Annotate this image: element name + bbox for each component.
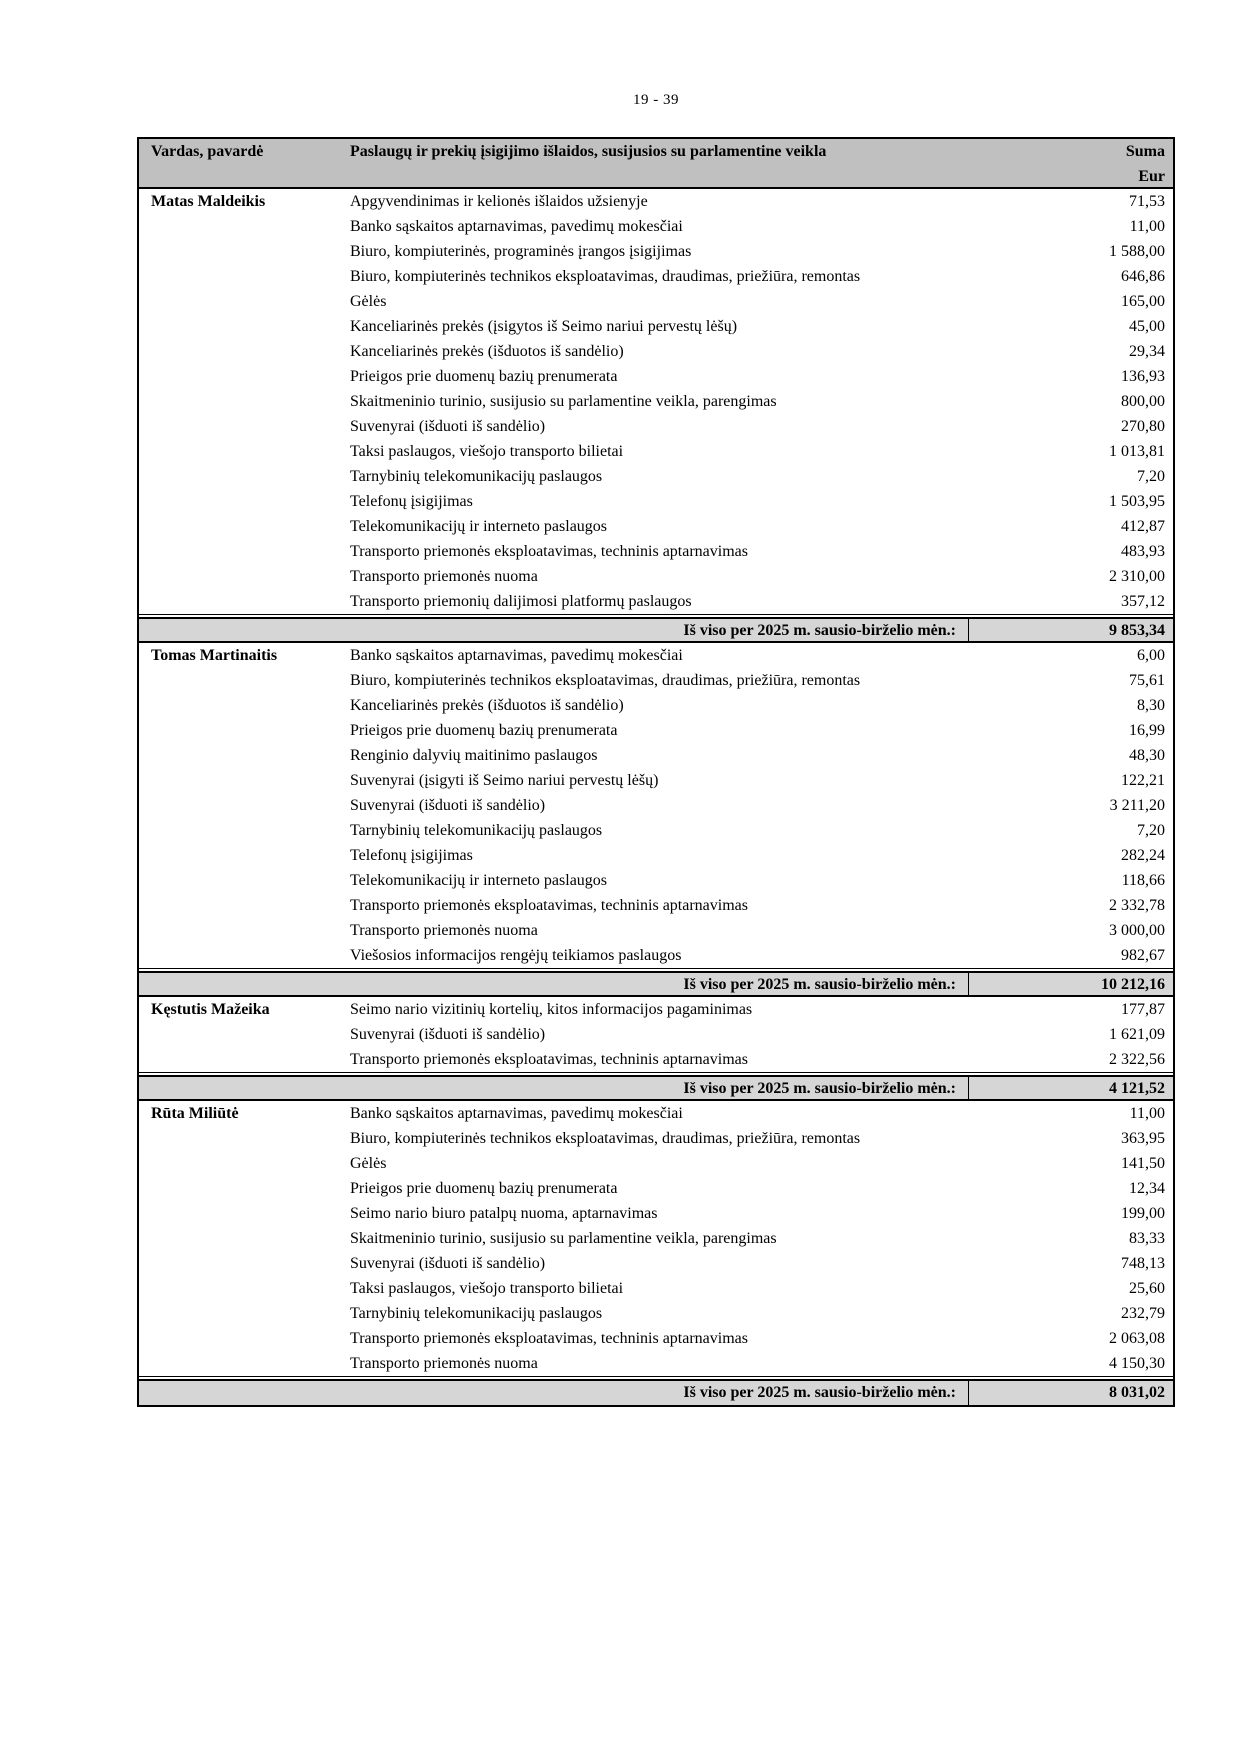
expense-description: Suvenyrai (išduoti iš sandėlio): [350, 797, 546, 814]
expense-amount: 282,24: [1121, 847, 1165, 864]
expense-amount: 2 063,08: [1109, 1330, 1165, 1347]
expense-description: Telefonų įsigijimas: [350, 847, 473, 864]
table-row: [350, 564, 1173, 589]
member-name: Tomas Martinaitis: [151, 647, 278, 664]
subtotal-row: [139, 1379, 1173, 1405]
subtotal-label: Iš viso per 2025 m. sausio-birželio mėn.:: [683, 976, 956, 993]
expense-rows: [350, 1101, 1173, 1376]
expense-amount: 3 000,00: [1109, 922, 1165, 939]
expense-amount: 412,87: [1121, 518, 1165, 535]
expense-amount: 141,50: [1121, 1155, 1165, 1172]
expense-description: Tarnybinių telekomunikacijų paslaugos: [350, 1305, 603, 1322]
expense-description: Prieigos prie duomenų bazių prenumerata: [350, 1180, 618, 1197]
expense-amount: 122,21: [1121, 772, 1165, 789]
table-row: [350, 589, 1173, 614]
table-row: [350, 514, 1173, 539]
table-row: [350, 1151, 1173, 1176]
table-row: [350, 1101, 1173, 1126]
expense-amount: 483,93: [1121, 543, 1165, 560]
table-row: [350, 868, 1173, 893]
subtotal-label: Iš viso per 2025 m. sausio-birželio mėn.:: [683, 1080, 956, 1097]
header-sum-column: [968, 139, 1173, 187]
member-group-body: [139, 1101, 1173, 1376]
expense-description: Transporto priemonės eksploatavimas, techninis aptarnavimas: [350, 897, 748, 914]
subtotal-amount: 8 031,02: [968, 1381, 1173, 1405]
table-row: [350, 464, 1173, 489]
expense-description: Taksi paslaugos, viešojo transporto bilietai: [350, 443, 624, 460]
table-row: [350, 489, 1173, 514]
table-header-row: [139, 139, 1173, 189]
expense-description: Suvenyrai (išduoti iš sandėlio): [350, 1255, 546, 1272]
expense-amount: 2 310,00: [1109, 568, 1165, 585]
expense-amount: 1 621,09: [1109, 1026, 1165, 1043]
expense-amount: 29,34: [1129, 343, 1165, 360]
expense-description: Banko sąskaitos aptarnavimas, pavedimų mokesčiai: [350, 218, 683, 235]
table-row: [350, 289, 1173, 314]
expense-amount: 748,13: [1121, 1255, 1165, 1272]
member-name: Matas Maldeikis: [151, 193, 266, 210]
expense-amount: 11,00: [1129, 218, 1165, 235]
expense-amount: 199,00: [1121, 1205, 1165, 1222]
table-row: [350, 1126, 1173, 1151]
expense-description: Suvenyrai (išduoti iš sandėlio): [350, 418, 546, 435]
expense-description: Transporto priemonės nuoma: [350, 568, 538, 585]
expense-amount: 357,12: [1121, 593, 1165, 610]
expense-description: Biuro, kompiuterinės, programinės įrangos įsigijimas: [350, 243, 692, 260]
header-sum-line2: Eur: [1138, 168, 1165, 185]
expense-amount: 83,33: [1129, 1230, 1165, 1247]
expense-description: Transporto priemonės nuoma: [350, 922, 538, 939]
expense-description: Kanceliarinės prekės (išduotos iš sandėlio): [350, 697, 624, 714]
expense-amount: 2 322,56: [1109, 1051, 1165, 1068]
expense-description: Biuro, kompiuterinės technikos eksploatavimas, draudimas, priežiūra, remontas: [350, 672, 861, 689]
table-row: [350, 1301, 1173, 1326]
expense-amount: 75,61: [1129, 672, 1165, 689]
expense-amount: 7,20: [1137, 822, 1165, 839]
page-number: 19 - 39: [633, 92, 679, 108]
subtotal-label: Iš viso per 2025 m. sausio-birželio mėn.:: [683, 1384, 956, 1401]
table-row: [350, 893, 1173, 918]
table-row: [350, 943, 1173, 968]
table-row: [350, 389, 1173, 414]
subtotal-label: Iš viso per 2025 m. sausio-birželio mėn.:: [683, 622, 956, 639]
table-row: [350, 1022, 1173, 1047]
table-row: [350, 214, 1173, 239]
expense-amount: 982,67: [1121, 947, 1165, 964]
expense-amount: 1 013,81: [1109, 443, 1165, 460]
expense-description: Telefonų įsigijimas: [350, 493, 473, 510]
expense-amount: 4 150,30: [1109, 1355, 1165, 1372]
expense-amount: 71,53: [1129, 193, 1165, 210]
expense-description: Biuro, kompiuterinės technikos eksploatavimas, draudimas, priežiūra, remontas: [350, 1130, 861, 1147]
expense-description: Seimo nario biuro patalpų nuoma, aptarnavimas: [350, 1205, 658, 1222]
subtotal-amount: 10 212,16: [968, 973, 1173, 995]
table-row: [350, 743, 1173, 768]
expense-amount: 232,79: [1121, 1305, 1165, 1322]
member-group: [139, 1101, 1173, 1405]
table-row: [350, 1351, 1173, 1376]
expense-description: Transporto priemonės eksploatavimas, techninis aptarnavimas: [350, 543, 748, 560]
table-row: [350, 1326, 1173, 1351]
member-group: [139, 643, 1173, 997]
table-row: [350, 1176, 1173, 1201]
table-row: [350, 768, 1173, 793]
expense-description: Telekomunikacijų ir interneto paslaugos: [350, 872, 608, 889]
expense-description: Kanceliarinės prekės (išduotos iš sandėlio): [350, 343, 624, 360]
expense-description: Telekomunikacijų ir interneto paslaugos: [350, 518, 608, 535]
expense-amount: 270,80: [1121, 418, 1165, 435]
table-row: [350, 918, 1173, 943]
expense-description: Tarnybinių telekomunikacijų paslaugos: [350, 468, 603, 485]
subtotal-amount: 4 121,52: [968, 1077, 1173, 1099]
expense-amount: 363,95: [1121, 1130, 1165, 1147]
expense-description: Gėlės: [350, 1155, 387, 1172]
expense-amount: 12,34: [1129, 1180, 1165, 1197]
expense-description: Apgyvendinimas ir kelionės išlaidos užsienyje: [350, 193, 648, 210]
expense-amount: 3 211,20: [1109, 797, 1165, 814]
member-group: [139, 997, 1173, 1101]
expense-description: Kanceliarinės prekės (įsigytos iš Seimo nariui pervestų lėšų): [350, 318, 738, 335]
expense-amount: 45,00: [1129, 318, 1165, 335]
expense-amount: 165,00: [1121, 293, 1165, 310]
table-body: [139, 189, 1173, 1405]
expense-amount: 8,30: [1137, 697, 1165, 714]
expense-amount: 11,00: [1129, 1105, 1165, 1122]
expense-amount: 646,86: [1121, 268, 1165, 285]
expense-description: Transporto priemonių dalijimosi platformų paslaugos: [350, 593, 692, 610]
table-row: [350, 1047, 1173, 1072]
expense-amount: 800,00: [1121, 393, 1165, 410]
table-row: [350, 264, 1173, 289]
expense-description: Biuro, kompiuterinės technikos eksploatavimas, draudimas, priežiūra, remontas: [350, 268, 861, 285]
subtotal-row: [139, 971, 1173, 997]
subtotal-row: [139, 617, 1173, 643]
table-row: [350, 364, 1173, 389]
expense-amount: 48,30: [1129, 747, 1165, 764]
expense-rows: [350, 643, 1173, 968]
table-row: [350, 843, 1173, 868]
expense-amount: 1 588,00: [1109, 243, 1165, 260]
table-row: [350, 239, 1173, 264]
member-group-body: [139, 997, 1173, 1072]
expense-description: Prieigos prie duomenų bazių prenumerata: [350, 368, 618, 385]
expense-description: Renginio dalyvių maitinimo paslaugos: [350, 747, 598, 764]
table-row: [350, 339, 1173, 364]
header-name-column: Vardas, pavardė: [151, 143, 264, 160]
table-row: [350, 668, 1173, 693]
subtotal-row: [139, 1075, 1173, 1101]
expense-description: Gėlės: [350, 293, 387, 310]
table-row: [350, 189, 1173, 214]
member-group-body: [139, 643, 1173, 968]
expense-amount: 177,87: [1121, 1001, 1165, 1018]
expense-amount: 2 332,78: [1109, 897, 1165, 914]
table-row: [350, 643, 1173, 668]
expense-description: Banko sąskaitos aptarnavimas, pavedimų mokesčiai: [350, 1105, 683, 1122]
expense-description: Transporto priemonės eksploatavimas, techninis aptarnavimas: [350, 1330, 748, 1347]
expense-description: Skaitmeninio turinio, susijusio su parlamentine veikla, parengimas: [350, 393, 777, 410]
member-name: Kęstutis Mažeika: [151, 1001, 270, 1018]
table-row: [350, 1276, 1173, 1301]
expense-amount: 25,60: [1129, 1280, 1165, 1297]
member-name: Rūta Miliūtė: [151, 1105, 239, 1122]
expense-amount: 118,66: [1121, 872, 1165, 889]
expense-description: Transporto priemonės nuoma: [350, 1355, 538, 1372]
expenses-table: [137, 137, 1175, 1407]
table-row: [350, 439, 1173, 464]
expense-amount: 7,20: [1137, 468, 1165, 485]
expense-rows: [350, 997, 1173, 1072]
table-row: [350, 997, 1173, 1022]
header-description-column: Paslaugų ir prekių įsigijimo išlaidos, susijusios su parlamentine veikla: [350, 143, 827, 160]
table-row: [350, 1251, 1173, 1276]
table-row: [350, 693, 1173, 718]
expense-description: Banko sąskaitos aptarnavimas, pavedimų mokesčiai: [350, 647, 683, 664]
expense-description: Prieigos prie duomenų bazių prenumerata: [350, 722, 618, 739]
expense-description: Tarnybinių telekomunikacijų paslaugos: [350, 822, 603, 839]
table-row: [350, 414, 1173, 439]
header-sum-line1: Suma: [1125, 143, 1165, 160]
expense-description: Transporto priemonės eksploatavimas, techninis aptarnavimas: [350, 1051, 748, 1068]
expense-description: Suvenyrai (įsigyti iš Seimo nariui pervestų lėšų): [350, 772, 659, 789]
expense-amount: 6,00: [1137, 647, 1165, 664]
expense-rows: [350, 189, 1173, 614]
member-group: [139, 189, 1173, 643]
expense-description: Suvenyrai (išduoti iš sandėlio): [350, 1026, 546, 1043]
expense-description: Viešosios informacijos rengėjų teikiamos paslaugos: [350, 947, 682, 964]
expense-amount: 1 503,95: [1109, 493, 1165, 510]
table-row: [350, 539, 1173, 564]
table-row: [350, 314, 1173, 339]
table-row: [350, 793, 1173, 818]
expense-description: Seimo nario vizitinių kortelių, kitos informacijos pagaminimas: [350, 1001, 753, 1018]
table-row: [350, 1226, 1173, 1251]
table-row: [350, 818, 1173, 843]
subtotal-amount: 9 853,34: [968, 619, 1173, 641]
expense-amount: 136,93: [1121, 368, 1165, 385]
expense-amount: 16,99: [1129, 722, 1165, 739]
table-row: [350, 718, 1173, 743]
expense-description: Taksi paslaugos, viešojo transporto bilietai: [350, 1280, 624, 1297]
table-row: [350, 1201, 1173, 1226]
expense-description: Skaitmeninio turinio, susijusio su parlamentine veikla, parengimas: [350, 1230, 777, 1247]
member-group-body: [139, 189, 1173, 614]
